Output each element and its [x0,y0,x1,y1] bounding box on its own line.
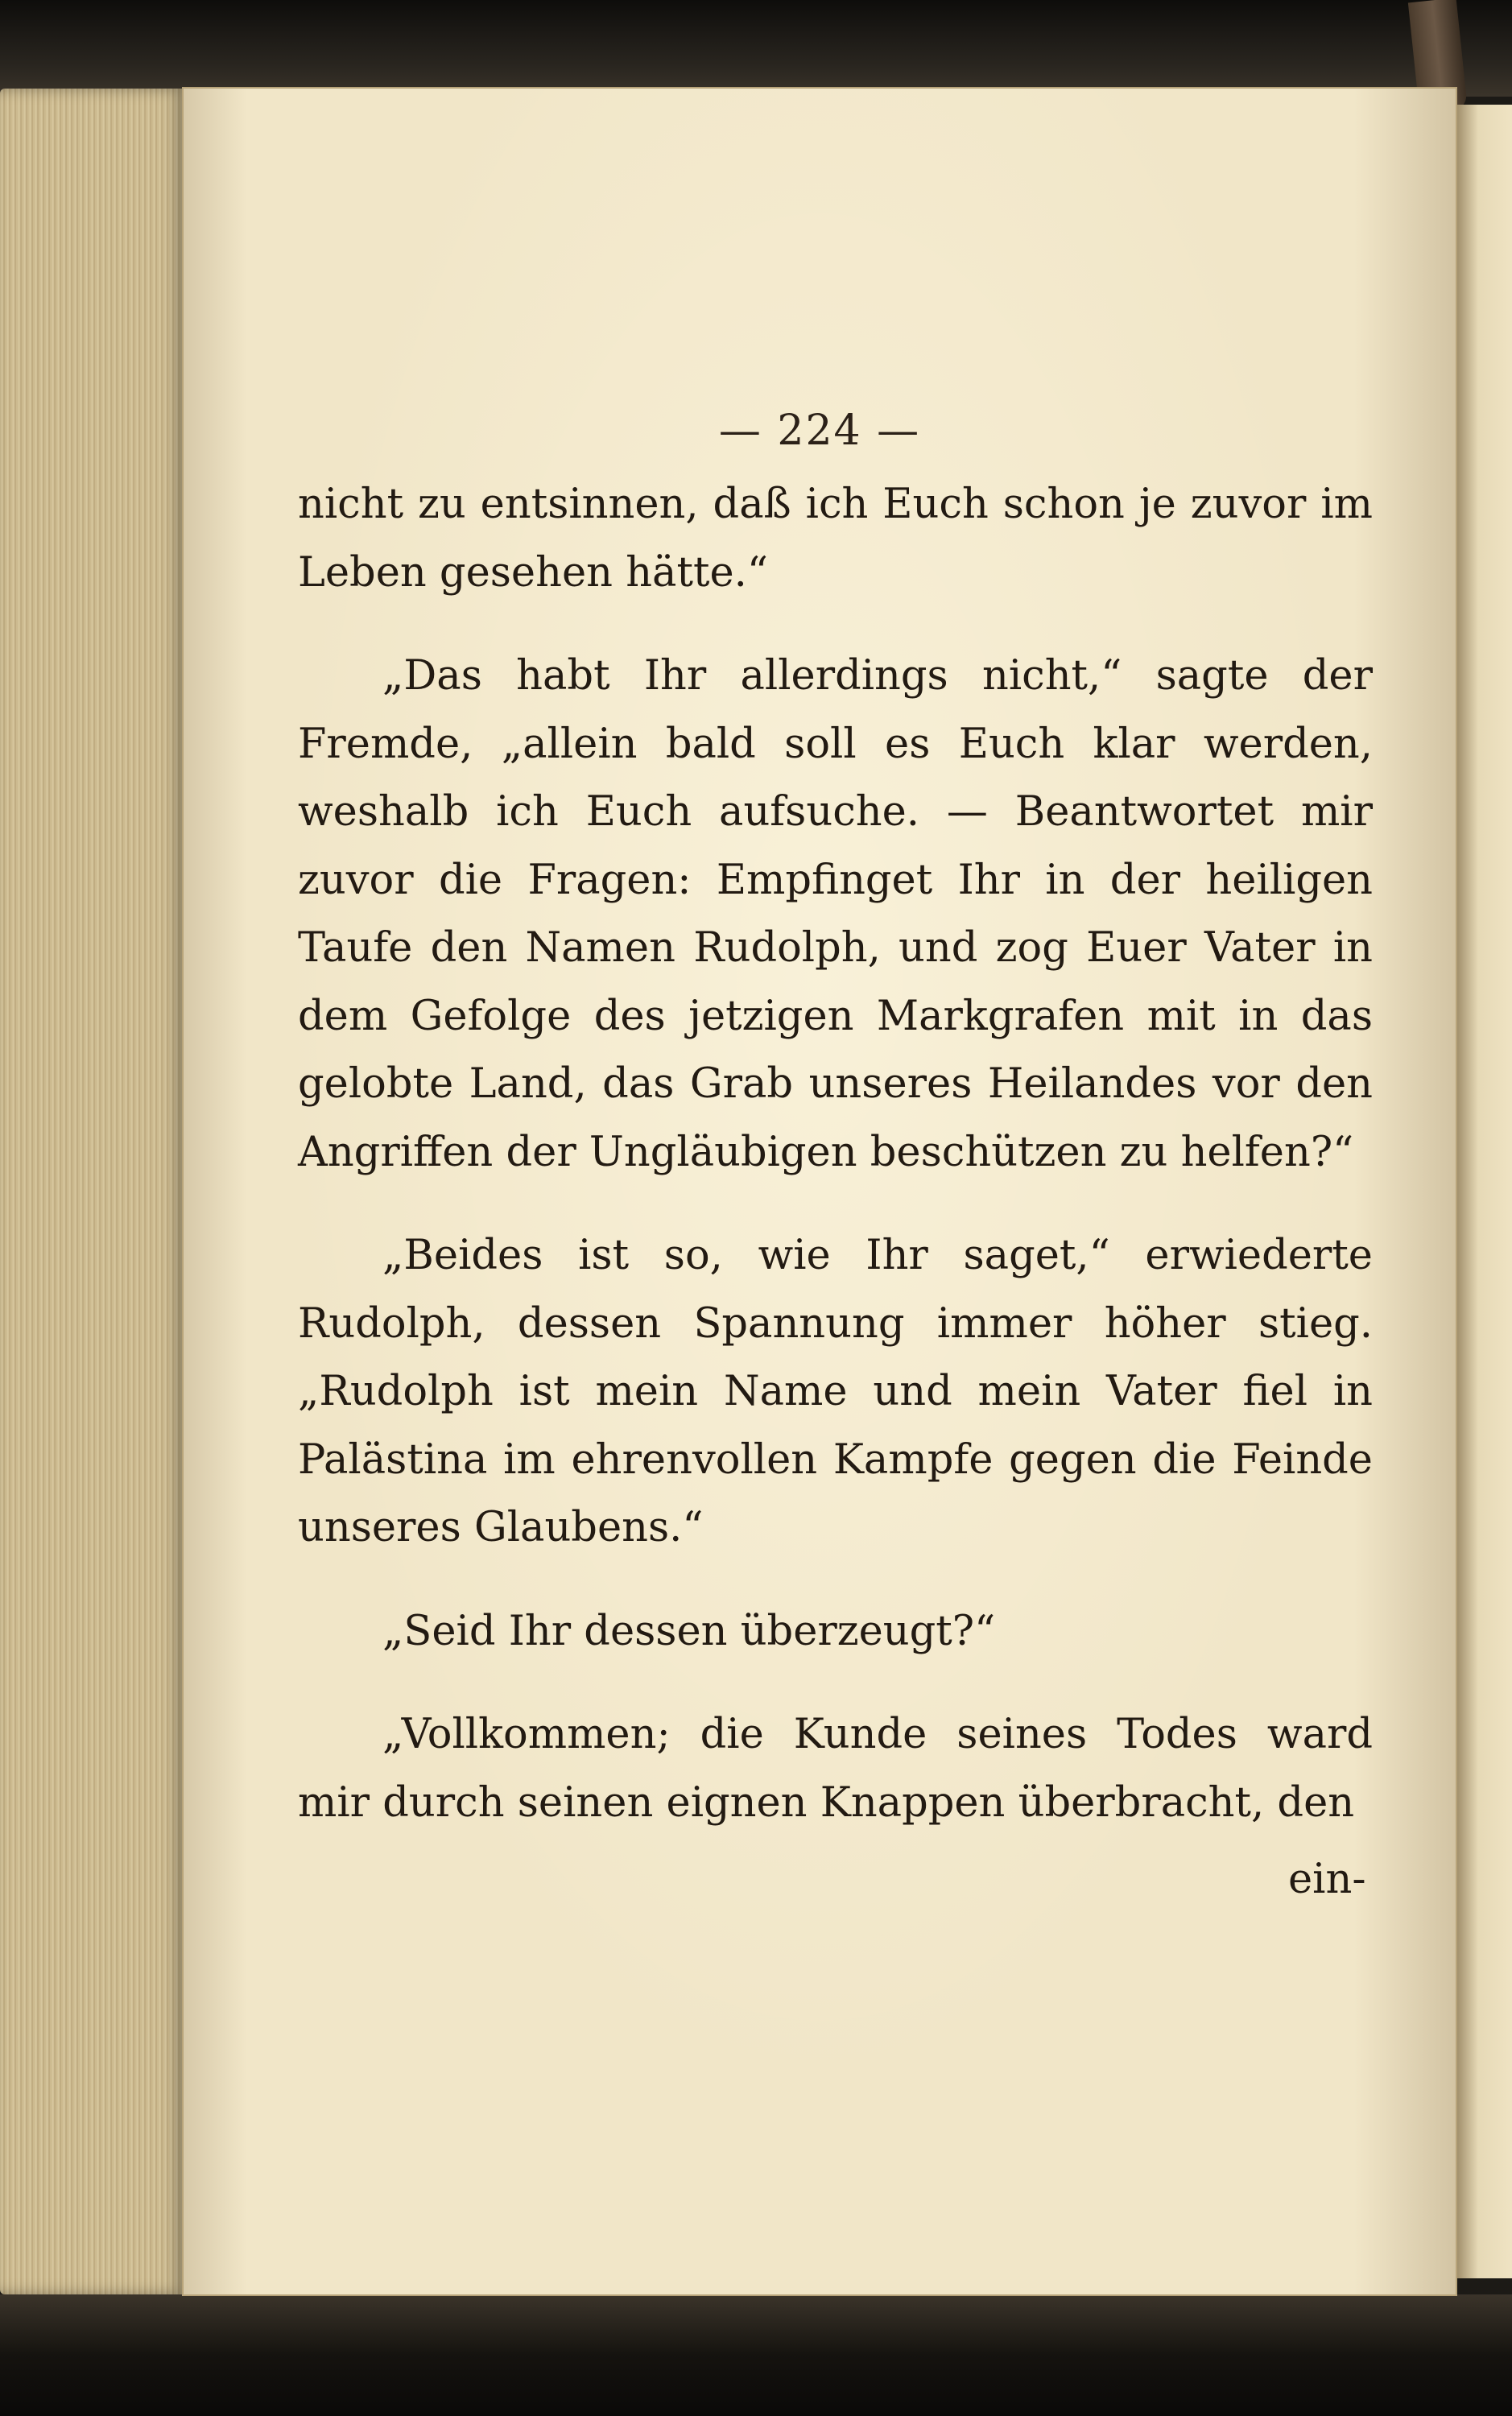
book-cover-top [0,0,1512,97]
paragraph: „Vollkommen; die Kunde seines Todes ward mir durch seinen eignen Knappen überbracht, den [298,1711,1373,1827]
paragraph: „Beides ist so, wie Ihr saget,“ erwiederte Rudolph, dessen Spannung immer höher stieg. „Rudolph ist mein Name und mein Vater fiel in Palästina im ehrenvollen Kampfe gegen die Feinde unseres Glaubens.“ [298,1232,1373,1551]
paragraph: nicht zu entsinnen, daß ich Euch schon je zuvor im Leben gesehen hätte.“ [298,481,1373,597]
catchword: ein- [1288,1856,1366,1903]
page-text [298,471,1373,1837]
paragraph: „Seid Ihr dessen überzeugt?“ [382,1607,996,1655]
page-edges-left [0,89,185,2294]
page-number: — 224 — [718,407,921,455]
page-edge-right [1456,105,1512,2278]
paragraph: „Das habt Ihr allerdings nicht,“ sagte der Fremde, „allein bald soll es Euch klar werden, weshalb ich Euch aufsuche. — Beantwortet mir zuvor die Fragen: Empfinget Ihr in der heiligen Taufe den Namen Rudolph, und zog Euer Vater in dem Gefolge des jetzigen Markgrafen mit in das gelobte Land, das Grab unseres Heilandes vor den Angriffen der Ungläubigen beschützen zu helfen?“ [298,652,1373,1176]
book-cover-bottom [0,2294,1512,2416]
